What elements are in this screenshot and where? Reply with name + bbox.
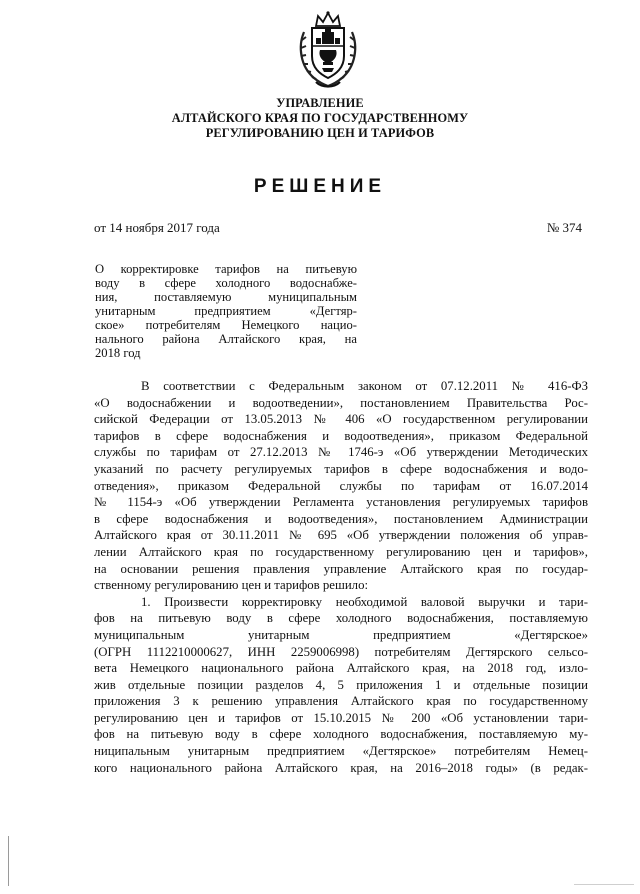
body-line: № 1154-э «Об утверждении Регламента установления регулируемых тарифов	[94, 495, 588, 510]
document-body	[94, 378, 588, 776]
subject-line: ское» потребителям Немецкого нацио-	[95, 318, 357, 332]
body-line: муниципальным унитарным предприятием «Дегтярское»	[94, 627, 588, 642]
scan-margin-line	[8, 836, 9, 886]
subject-line: унитарным предприятием «Дегтяр-	[95, 304, 357, 318]
document-number: № 374	[546, 220, 582, 235]
body-line: Алтайского края от 30.11.2011 № 695 «Об утверждении положения об управ-	[94, 528, 588, 543]
body-line: фов на питьевую воду в сфере холодного водоснабжения, поставляемую	[94, 611, 588, 626]
subject-line: О корректировке тарифов на питьевую	[95, 262, 357, 276]
org-line-1: УПРАВЛЕНИЕ	[276, 96, 364, 110]
org-line-2: АЛТАЙСКОГО КРАЯ ПО ГОСУДАРСТВЕННОМУ	[171, 111, 469, 125]
subject-line: 2018 год	[95, 346, 141, 360]
document-subject	[95, 262, 357, 360]
document-date: от 14 ноября 2017 года	[94, 220, 220, 235]
subject-line: нального района Алтайского края, на	[95, 332, 357, 346]
body-line: (ОГРН 1112210000627, ИНН 2259006998) потребителям Дегтярского сельсо-	[94, 644, 588, 659]
body-line: сийской Федерации от 13.05.2013 № 406 «О государственном регулировании	[94, 412, 588, 427]
body-line: 1. Произвести корректировку необходимой валовой выручки и тари-	[141, 594, 588, 609]
body-line: «О водоснабжении и водоотведении», постановлением Правительства Рос-	[94, 395, 588, 410]
org-line-3: РЕГУЛИРОВАНИЮ ЦЕН И ТАРИФОВ	[205, 126, 435, 140]
body-line: приложения 3 к решению управления Алтайского края по государственному	[94, 694, 588, 709]
body-line: кого национального района Алтайского края, на 2016–2018 годы» (в редак-	[94, 760, 588, 775]
body-line: регулированию цен и тарифов от 15.10.2015 № 200 «Об установлении тари-	[94, 710, 588, 725]
body-line: ственному регулированию цен и тарифов решило:	[94, 578, 369, 593]
subject-line: ния, поставляемую муниципальным	[95, 290, 357, 304]
body-line: отведения», приказом Федеральной службы по тарифам от 16.07.2014	[94, 478, 588, 493]
body-line: в сфере водоснабжения и водоотведения», постановлением Администрации	[94, 511, 588, 526]
body-line: вета Немецкого национального района Алтайского края, на 2018 год, изло-	[94, 661, 588, 676]
body-line: жив отдельные позиции разделов 4, 5 приложения 1 и отдельные позиции	[94, 677, 588, 692]
body-line: лении Алтайского края по государственному регулированию цен и тарифов»,	[94, 544, 588, 559]
subject-line: воду в сфере холодного водоснабже-	[95, 276, 357, 290]
body-line: фов на питьевую воду в сфере холодного водоснабжения, поставляемую му-	[94, 727, 588, 742]
organization-header	[100, 96, 540, 141]
body-line: тарифов в сфере водоснабжения и водоотведения», приказом Федеральной	[94, 428, 588, 443]
body-line: указаний по расчету регулируемых тарифов в сфере водоснабжения и водо-	[94, 461, 588, 476]
body-line: на основании решения правления управление Алтайского края по государ-	[94, 561, 588, 576]
body-line: В соответствии с Федеральным законом от 07.12.2011 № 416-ФЗ	[141, 379, 588, 393]
scan-corner-line	[574, 884, 634, 885]
document-type-title: РЕШЕНИЕ	[253, 176, 387, 197]
body-line: ниципальным унитарным предприятием «Дегтярское» потребителям Немец-	[94, 744, 588, 759]
altai-krai-coat-of-arms-icon	[292, 10, 364, 90]
body-line: службы по тарифам от 27.12.2013 № 1746-э «Об утверждении Методических	[94, 445, 588, 460]
